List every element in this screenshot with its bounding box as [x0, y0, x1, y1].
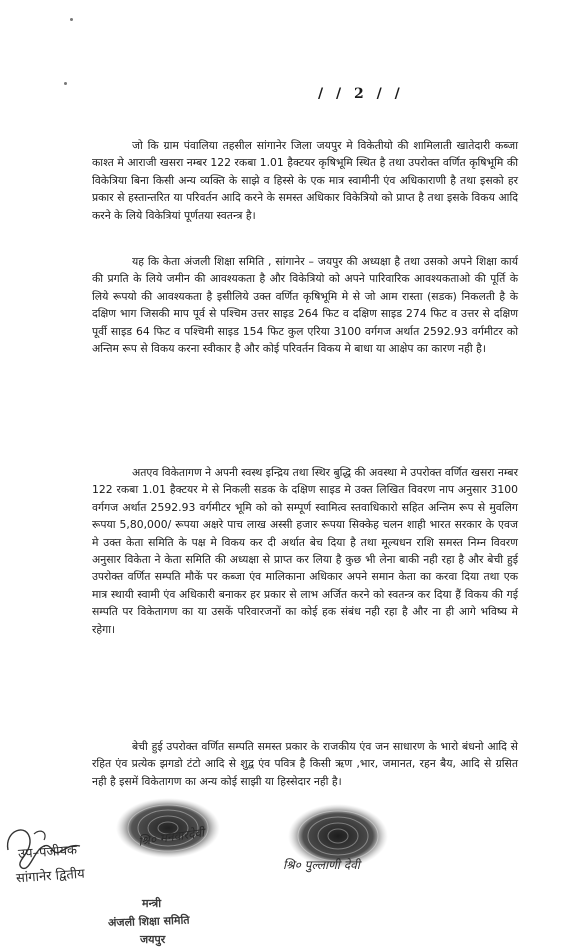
- signature-seller-1: श्रि० मनवारदेवी: [137, 825, 206, 849]
- signature-seller-2: श्रि० पुल्लाणी देवी: [283, 858, 360, 872]
- stamp-registrar-office: सांगानेर द्वितीय: [15, 866, 86, 887]
- paragraph-ownership: जो कि ग्राम पंवालिया तहसील सांगानेर जिला जयपुर मे विकेतीयो की शामिलाती खातेदारी कब्जा काश्त मे आराजी खसरा नम्बर 122 रकबा 1.01 हैक्टयर कृषिभूमि स्थित है तथा उपरोक्त वर्णित कृषिभूमि की विकेत्रिया बिना किसी अन्य व्यक्ति के साझे व हिस्से के एक मात्र स्वामीनी एंव अधिकाराणी है तथा इसको हर प्रकार से हस्तान्तरित या परिवर्तन आदि करने के समस्त अधिकार विकेत्रियो को प्राप्त है तथा इसके विकय आदि करने के लिये विकेत्रियां पूर्णतया स्वतन्त्र है।: [92, 139, 518, 222]
- seal-organization: अंजली शिक्षा समिति: [107, 913, 190, 930]
- paragraph-sale-terms: अतएव विकेतागण ने अपनी स्वस्थ इन्द्रिय तथा स्थिर बुद्धि की अवस्था मे उपरोक्त वर्णित खसरा नम्बर 122 रकबा 1.01 हैक्टयर मे से निकली सडक के दक्षिण साइड मे उक्त लिखित विवरण नाप अनुसार 3100 वर्गगज अर्थात 2592.93 वर्गमीटर भूमि को को सम्पूर्ण स्वामित्व स्तवाधिकारो सहित अन्तिम रूप से मुवलिग रूपया 5,80,000/ रूपया अक्षरे पाच लाख अस्सी हजार रूपया सिक्केह चलन शाही भारत सरकार के एवज मे उक्त केता समिति के पक्ष मे विकय कर दी अर्थात बेच दिया है तथा मूल्यधन राशि समस्त निम्न विवरण अनुसार विकेता ने केता समिति की अध्यक्षा से प्राप्त कर लिया है कुछ भी लेना बाकी नही रहा है और बेची हुई उपरोक्त वर्णित सम्पति मौकें पर कब्जा एंव मालिकाना अधिकार अपने समान केता का करवा दिया तथा एक मात्र स्थायी स्वामी एंव अधिकारी बनाकर हर प्रकार से लाभ अर्जित करने को स्वतन्त्र कर दिया हैं विकय की गई सम्पति पर विकेतागण का या उसकें परिवारजनों का कोई हक संबंध नही रहा है और ना ही आगे भविष्य मे रहेगा।: [92, 466, 518, 636]
- paragraph-encumbrance-free: बेची हुई उपरोक्त वर्णित सम्पति समस्त प्रकार के राजकीय एंव जन साधारण के भारो बंधनो आदि से रहित एंव प्रत्येक झगडो टंटो आदि से शुद्व एंव पवित्र है किसी ऋण ,भार, जमानत, रहन बैय, आदि से ग्रसित नही है इसमें विकेतागण का अन्य कोई साझी या हिस्सेदार नही है।: [92, 740, 518, 788]
- seal-designation: मन्त्री: [142, 897, 162, 910]
- punch-mark: [64, 82, 67, 85]
- stamp-registrar-title: उप–पंजीयक: [17, 842, 78, 863]
- signature-area: [0, 790, 563, 949]
- page-number: / / 2 / /: [318, 86, 404, 102]
- punch-mark: [70, 18, 73, 21]
- paragraph-buyer-need: यह कि केता अंजली शिक्षा समिति , सांगानेर – जयपुर की अध्यक्षा है तथा उसको अपने शिक्षा कार्य की प्रगति के लिये जमीन की आवश्यकता है और विकेत्रियो को अपने पारिवारिक आवश्यकताओ की पूर्ति के लिये रूपयो की आवश्यकता है इसीलिये उक्त वर्णित कृषिभूमि मे से जो आम रास्ता (सडक) निकलती है के दक्षिण भाग जिसकी माप पूर्व से पश्चिम उत्तर साइड 264 फिट व दक्षिण साइड 274 फिट व उत्तर से दक्षिण पूर्वी साइड 64 फिट व पश्चिमी साइड 154 फिट कुल एरिया 3100 वर्गगज अर्थात 2592.93 वर्गमीटर को अन्तिम रूप से विकय करना स्वीकार है और कोई परिवर्तन विकय मे बाधा या आक्षेप का कारण नही है।: [92, 255, 518, 356]
- seal-city: जयपुर: [140, 933, 166, 946]
